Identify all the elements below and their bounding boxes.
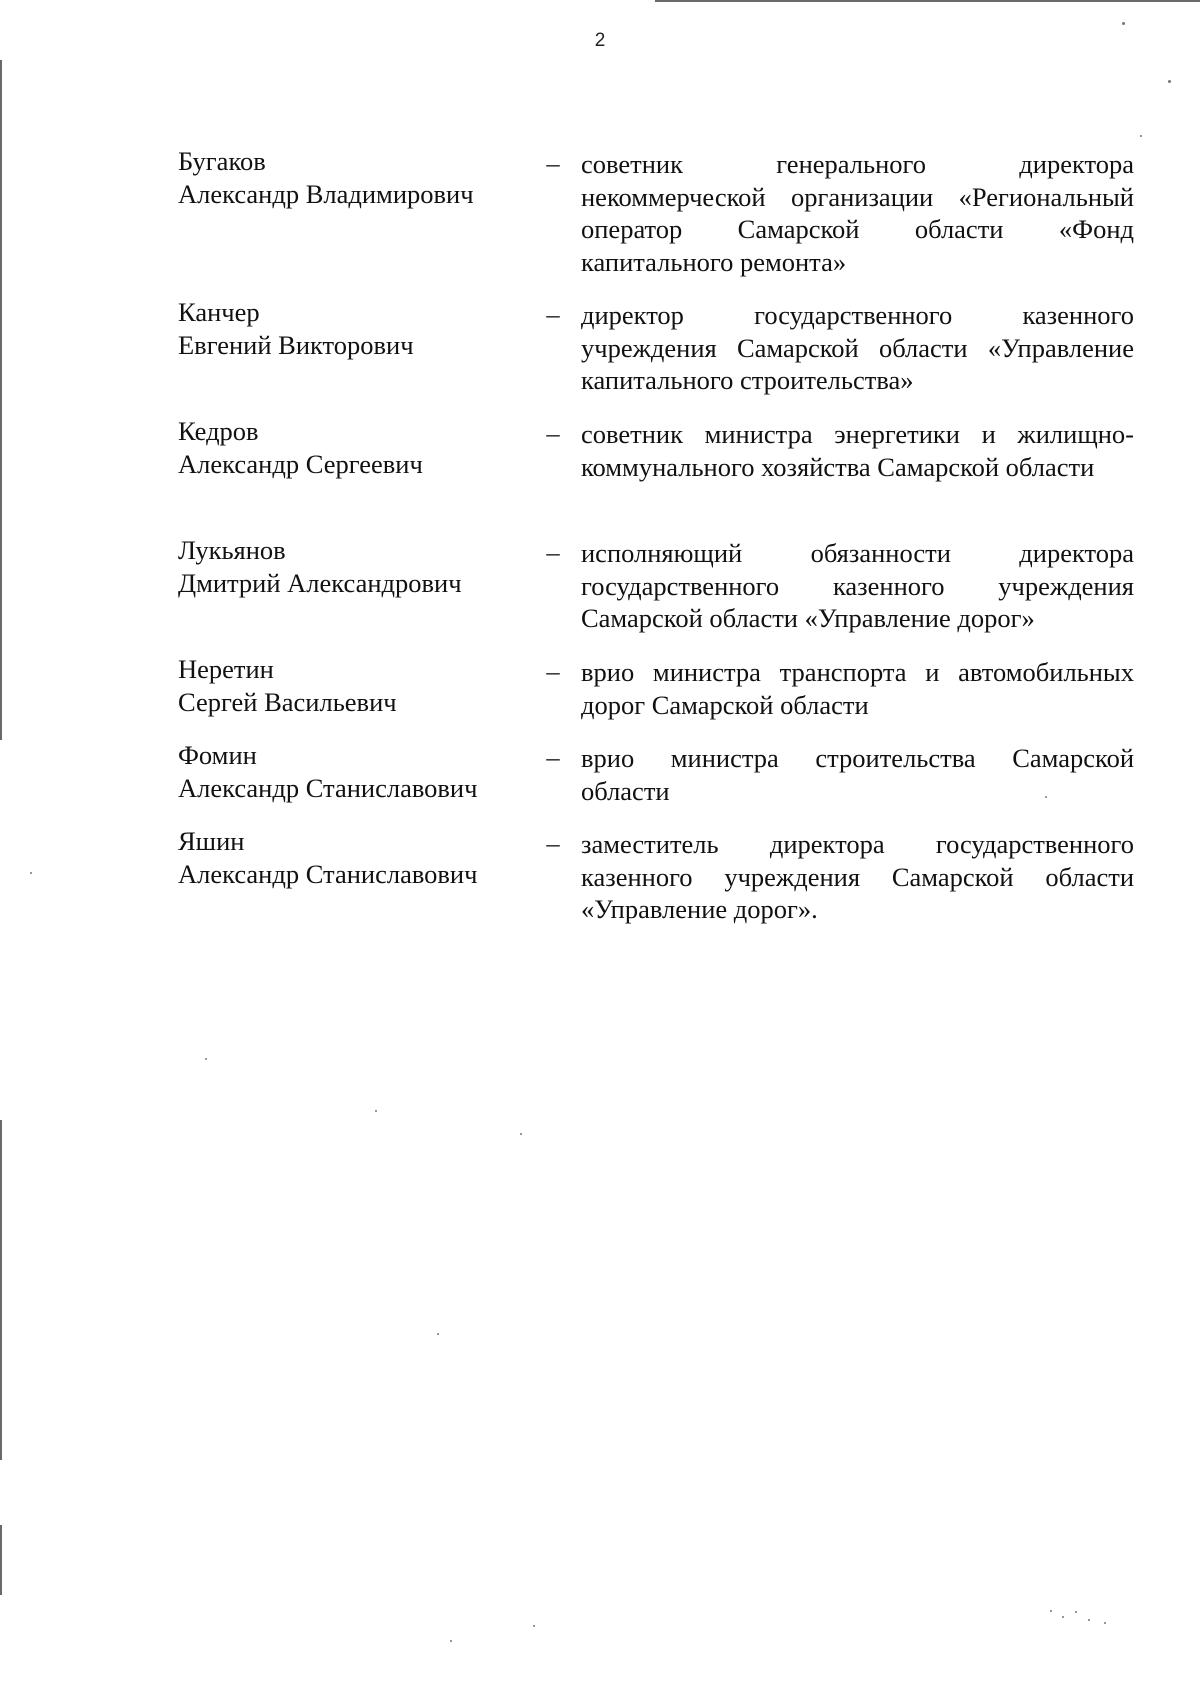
member-position: исполняющий обязанности директора государственного казенного учреждения Самарской области «Управление дорог» xyxy=(581,538,1134,633)
scan-speck xyxy=(1062,1616,1064,1618)
scan-speck xyxy=(375,1110,377,1112)
member-name xyxy=(178,825,538,890)
page-number: 2 xyxy=(594,30,606,51)
scan-edge-top-line xyxy=(655,0,1200,2)
scan-speck xyxy=(1104,1622,1106,1624)
dash-separator: – xyxy=(546,537,560,567)
scan-speck xyxy=(205,1058,207,1060)
scan-speck xyxy=(437,1333,439,1335)
member-surname: Канчер xyxy=(178,297,260,327)
dash-separator: – xyxy=(546,299,560,329)
member-name xyxy=(178,415,538,480)
member-given-names: Александр Станиславович xyxy=(178,772,478,803)
scan-edge-left-line-lower xyxy=(0,1120,2,1460)
scan-speck xyxy=(520,1133,522,1135)
scan-edge-left-line-bottom xyxy=(0,1525,2,1595)
dash-separator: – xyxy=(546,418,560,448)
member-surname: Лукьянов xyxy=(178,535,286,565)
dash-separator: – xyxy=(546,828,560,858)
member-surname: Неретин xyxy=(178,654,274,684)
scan-speck xyxy=(1050,1610,1052,1612)
member-surname: Фомин xyxy=(178,740,257,770)
member-name xyxy=(178,534,538,599)
member-position: врио министра строительства Самарской области xyxy=(581,743,1134,806)
member-given-names: Александр Сергеевич xyxy=(178,448,423,479)
member-name xyxy=(178,296,538,361)
member-position: заместитель директора государственного казенного учреждения Самарской области «Управление дорог». xyxy=(581,829,1134,924)
member-name xyxy=(178,739,538,804)
member-name xyxy=(178,145,538,210)
member-given-names: Александр Станиславович xyxy=(178,858,478,889)
scan-speck xyxy=(450,1640,452,1642)
member-surname: Яшин xyxy=(178,826,245,856)
scan-speck xyxy=(1122,22,1125,25)
member-position: врио министра транспорта и автомобильных дорог Самарской области xyxy=(581,657,1134,720)
member-surname: Кедров xyxy=(178,416,259,446)
member-given-names: Сергей Васильевич xyxy=(178,686,397,717)
member-given-names: Дмитрий Александрович xyxy=(178,567,462,598)
scan-speck xyxy=(1140,135,1142,137)
dash-separator: – xyxy=(546,148,560,178)
member-given-names: Евгений Викторович xyxy=(178,329,414,360)
scan-speck xyxy=(533,1625,535,1627)
scan-speck xyxy=(1088,1619,1090,1621)
dash-separator: – xyxy=(546,742,560,772)
member-surname: Бугаков xyxy=(178,146,266,176)
scan-speck xyxy=(1075,1611,1077,1613)
member-position: советник генерального директора некоммерческой организации «Региональный оператор Самарской области «Фонд капитального ремонта» xyxy=(581,149,1134,277)
member-name xyxy=(178,653,538,718)
scan-speck xyxy=(1168,80,1171,83)
member-position: советник министра энергетики и жилищно-коммунального хозяйства Самарской области xyxy=(581,419,1134,482)
scan-speck xyxy=(30,872,32,874)
scan-edge-left-line xyxy=(0,60,2,740)
dash-separator: – xyxy=(546,656,560,686)
member-given-names: Александр Владимирович xyxy=(178,178,474,209)
member-position: директор государственного казенного учреждения Самарской области «Управление капитального строительства» xyxy=(581,300,1134,395)
